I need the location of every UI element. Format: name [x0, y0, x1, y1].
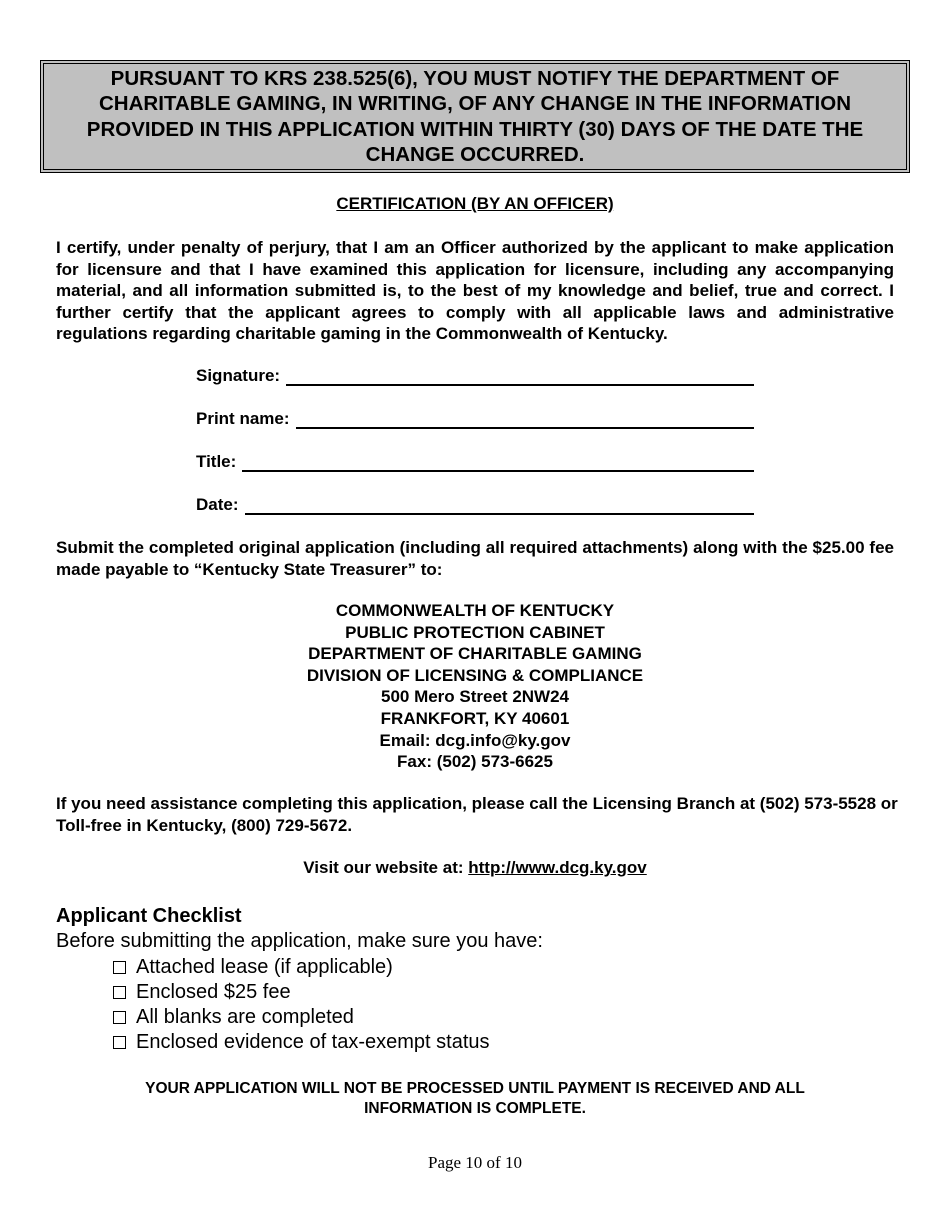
checkbox-icon[interactable] — [113, 961, 126, 974]
notice-line: PROVIDED IN THIS APPLICATION WITHIN THIRTY (30) DAYS OF THE DATE THE — [86, 117, 864, 141]
assistance-text: If you need assistance completing this application, please call the Licensing Branch at (502) 573-5528 or Toll-free in Kentucky, (800) 729-5672. — [56, 794, 898, 835]
checklist-item[interactable] — [113, 955, 490, 980]
mailing-address — [0, 600, 950, 773]
address-line: PUBLIC PROTECTION CABINET — [345, 622, 605, 642]
date-field[interactable] — [196, 495, 754, 515]
website-link[interactable]: http://www.dcg.ky.gov — [468, 858, 647, 877]
website-label: Visit our website at: — [303, 858, 464, 877]
checkbox-icon[interactable] — [113, 1036, 126, 1049]
checklist-item-label: Enclosed evidence of tax-exempt status — [136, 1031, 490, 1053]
checklist-item-label: Attached lease (if applicable) — [136, 956, 393, 978]
checkbox-icon[interactable] — [113, 1011, 126, 1024]
signature-line[interactable] — [286, 366, 754, 386]
address-line: 500 Mero Street 2NW24 — [380, 687, 570, 707]
date-line[interactable] — [245, 495, 754, 515]
notice-box — [40, 60, 910, 173]
title-field[interactable] — [196, 452, 754, 472]
notice-line: CHANGE OCCURRED. — [365, 143, 585, 166]
checklist-item-label: Enclosed $25 fee — [136, 981, 291, 1003]
page-number: Page 10 of 10 — [428, 1153, 522, 1172]
certification-heading: CERTIFICATION (BY AN OFFICER) — [336, 194, 614, 213]
signature-label: Signature: — [196, 366, 281, 385]
address-line: FRANKFORT, KY 40601 — [380, 708, 570, 728]
print-name-line[interactable] — [296, 409, 754, 429]
notice-line: CHARITABLE GAMING, IN WRITING, OF ANY CHANGE IN THE INFORMATION — [98, 92, 851, 115]
warning-line: YOUR APPLICATION WILL NOT BE PROCESSED UNTIL PAYMENT IS RECEIVED AND ALL — [145, 1080, 805, 1097]
title-line[interactable] — [242, 452, 754, 472]
checkbox-icon[interactable] — [113, 986, 126, 999]
print-name-field[interactable] — [196, 409, 754, 429]
notice-line: PURSUANT TO KRS 238.525(6), YOU MUST NOTIFY THE DEPARTMENT OF — [110, 66, 840, 90]
address-email: Email: dcg.info@ky.gov — [379, 730, 571, 750]
checklist-intro: Before submitting the application, make sure you have: — [56, 930, 543, 952]
warning-line: INFORMATION IS COMPLETE. — [364, 1100, 586, 1117]
checklist-item[interactable] — [113, 1005, 490, 1030]
address-fax: Fax: (502) 573-6625 — [397, 752, 553, 772]
title-label: Title: — [196, 452, 237, 471]
checklist-item[interactable] — [113, 980, 490, 1005]
checklist-title: Applicant Checklist — [56, 905, 242, 927]
applicant-checklist — [113, 955, 490, 1055]
website-line — [0, 858, 950, 878]
checklist-item[interactable] — [113, 1030, 490, 1055]
processing-warning — [0, 1079, 950, 1119]
signature-field[interactable] — [196, 366, 754, 386]
submit-instructions: Submit the completed original application (including all required attachments) along with the $25.00 fee made payable to “Kentucky State Treasurer” to: — [56, 538, 894, 579]
address-line: DIVISION OF LICENSING & COMPLIANCE — [306, 665, 644, 685]
address-line: COMMONWEALTH OF KENTUCKY — [335, 601, 615, 620]
date-label: Date: — [196, 495, 239, 514]
certification-text: I certify, under penalty of perjury, that I am an Officer authorized by the applicant to make application for licensure and that I have examined this application for licensure, including any accompanying material, and all information submitted is, to the best of my knowledge and belief, true and correct. I further certify that the applicant agrees to comply with all applicable laws and administrative regulations regarding charitable gaming in the Commonwealth of Kentucky. — [56, 238, 894, 343]
checklist-item-label: All blanks are completed — [136, 1006, 354, 1028]
address-line: DEPARTMENT OF CHARITABLE GAMING — [308, 644, 642, 664]
print-name-label: Print name: — [196, 409, 290, 428]
